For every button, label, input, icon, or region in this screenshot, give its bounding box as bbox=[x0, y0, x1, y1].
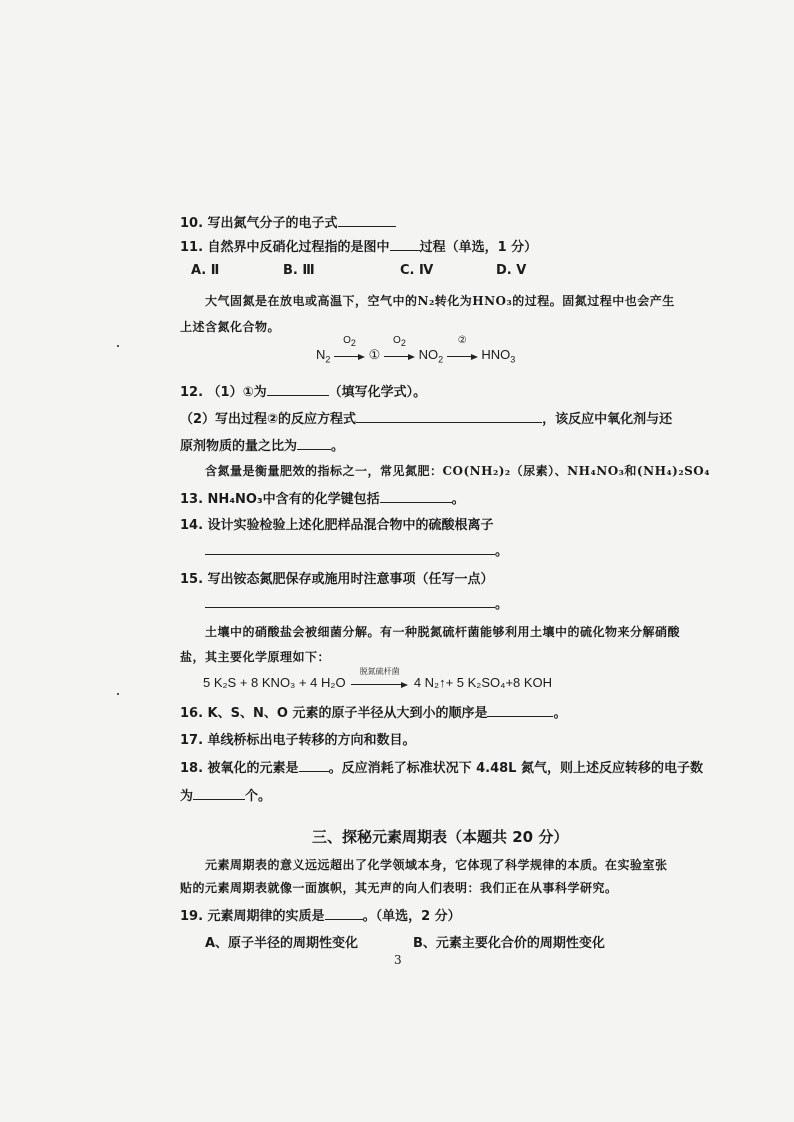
question-18-tail: 个。 bbox=[245, 789, 272, 804]
question-19 bbox=[180, 905, 461, 924]
subscript: 2 bbox=[400, 338, 406, 349]
question-16-tail: 。 bbox=[553, 706, 567, 721]
option-b[interactable]: B. Ⅲ bbox=[283, 263, 315, 278]
step-2-label: ② bbox=[457, 335, 467, 347]
question-15-tail: 。 bbox=[495, 597, 509, 612]
equation-condition: 脱氮硫杆菌 bbox=[359, 667, 400, 677]
passage-1-line-2: 上述含氮化合物。 bbox=[180, 320, 281, 334]
question-12-text: 12. （1）①为 bbox=[180, 385, 267, 400]
subscript: 2 bbox=[350, 338, 356, 349]
passage-3-line-2: 盐，其主要化学原理如下： bbox=[180, 650, 331, 664]
question-16 bbox=[180, 702, 566, 721]
section-3-title: 三、探秘元素周期表（本题共 20 分） bbox=[312, 828, 569, 846]
answer-blank[interactable] bbox=[193, 787, 245, 800]
passage-1-line-1: 大气固氮是在放电或高温下，空气中的N₂转化为HNO₃的过程。固氮过程中也会产生 bbox=[205, 294, 675, 308]
question-13 bbox=[180, 488, 465, 507]
scheme-n2: N bbox=[316, 347, 326, 362]
question-18-text: 18. 被氧化的元素是 bbox=[180, 761, 299, 776]
reagent-o2: O bbox=[343, 335, 351, 347]
question-18-text-mid: 。反应消耗了标准状况下 4.48L 氮气，则上述反应转移的电子数 bbox=[328, 761, 703, 776]
answer-blank[interactable] bbox=[325, 907, 363, 920]
arrow-o2-2 bbox=[384, 335, 415, 363]
question-10 bbox=[180, 212, 396, 231]
question-18-line-1 bbox=[180, 757, 703, 776]
answer-blank[interactable] bbox=[297, 437, 331, 450]
question-15-text: 15. 写出铵态氮肥保存或施用时注意事项（任写一点） bbox=[180, 572, 494, 587]
arrow-o2-1 bbox=[334, 335, 365, 363]
question-16-text: 16. K、S、N、O 元素的原子半径从大到小的顺序是 bbox=[180, 706, 488, 721]
subscript: 3 bbox=[510, 354, 516, 365]
question-12-tail: ，该反应中氧化剂与还 bbox=[542, 412, 673, 427]
question-10-text: 10. 写出氮气分子的电子式 bbox=[180, 216, 338, 231]
question-13-text: 13. NH₄NO₃中含有的化学键包括 bbox=[180, 492, 380, 507]
answer-blank[interactable] bbox=[390, 238, 420, 251]
question-11-text-tail: 过程（单选，1 分） bbox=[419, 240, 538, 255]
reaction-scheme bbox=[316, 335, 516, 365]
subscript: 2 bbox=[325, 354, 331, 365]
page-number: 3 bbox=[394, 953, 402, 967]
scheme-no2: NO bbox=[418, 347, 439, 362]
question-12-tail: 。 bbox=[331, 439, 345, 454]
answer-blank[interactable] bbox=[487, 704, 553, 717]
answer-blank[interactable] bbox=[205, 542, 495, 555]
reagent-o2: O bbox=[393, 335, 401, 347]
answer-blank[interactable] bbox=[380, 490, 452, 503]
answer-blank[interactable] bbox=[205, 595, 495, 608]
equation-arrow bbox=[351, 667, 408, 691]
question-11-text: 11. 自然界中反硝化过程指的是图中 bbox=[180, 240, 390, 255]
answer-blank[interactable] bbox=[338, 214, 396, 227]
question-15-answer bbox=[205, 593, 508, 612]
question-13-tail: 。 bbox=[451, 492, 465, 507]
option-a[interactable]: A、原子半径的周期性变化 bbox=[205, 936, 359, 951]
question-18-line-2 bbox=[180, 785, 271, 804]
option-d[interactable]: D. Ⅴ bbox=[496, 263, 527, 278]
question-12-part-2 bbox=[180, 408, 672, 427]
equation-reactants: 5 K₂S + 8 KNO₃ + 4 H₂O bbox=[203, 675, 346, 690]
question-12-text: 原剂物质的量之比为 bbox=[180, 439, 298, 454]
question-12-part-3 bbox=[180, 435, 344, 454]
answer-blank[interactable] bbox=[267, 383, 329, 396]
redox-equation bbox=[203, 667, 553, 691]
question-12-part-1 bbox=[180, 381, 426, 400]
equation-products: 4 N₂↑+ 5 K₂SO₄+8 KOH bbox=[413, 675, 553, 690]
arrow-step-2 bbox=[447, 335, 478, 363]
option-a[interactable]: A. Ⅱ bbox=[191, 263, 220, 278]
scan-speck bbox=[117, 345, 119, 347]
passage-3-line-1: 土壤中的硝酸盐会被细菌分解。有一种脱氮硫杆菌能够利用土壤中的硫化物来分解硝酸 bbox=[205, 625, 681, 639]
question-14-answer bbox=[205, 540, 508, 559]
question-19-tail: 。（单选，2 分） bbox=[362, 909, 461, 924]
scan-speck bbox=[117, 693, 119, 695]
question-14-tail: 。 bbox=[495, 544, 509, 559]
passage-2: 含氮量是衡量肥效的指标之一，常见氮肥：CO(NH₂)₂（尿素）、NH₄NO₃和(NH₄)₂SO₄ bbox=[205, 464, 710, 478]
question-19-text: 19. 元素周期律的实质是 bbox=[180, 909, 325, 924]
question-12-tail: （填写化学式）。 bbox=[328, 385, 427, 400]
question-17: 17. 单线桥标出电子转移的方向和数目。 bbox=[180, 733, 416, 748]
step-1-label: ① bbox=[368, 347, 381, 362]
section-3-intro-line-1: 元素周期表的意义远远超出了化学领域本身，它体现了科学规律的本质。在实验室张 bbox=[205, 858, 668, 872]
question-14-text: 14. 设计实验检验上述化肥样品混合物中的硫酸根离子 bbox=[180, 518, 494, 533]
scheme-hno3: HNO bbox=[481, 347, 511, 362]
option-c[interactable]: C. Ⅳ bbox=[400, 263, 434, 278]
section-3-intro-line-2: 贴的元素周期表就像一面旗帜，其无声的向人们表明：我们正在从事科学研究。 bbox=[180, 881, 618, 895]
question-11 bbox=[180, 236, 537, 255]
subscript: 2 bbox=[438, 354, 444, 365]
option-b[interactable]: B、元素主要化合价的周期性变化 bbox=[413, 936, 605, 951]
answer-blank[interactable] bbox=[299, 759, 329, 772]
question-18-text: 为 bbox=[180, 789, 194, 804]
answer-blank[interactable] bbox=[356, 410, 542, 423]
question-12-text: （2）写出过程②的反应方程式 bbox=[180, 412, 357, 427]
